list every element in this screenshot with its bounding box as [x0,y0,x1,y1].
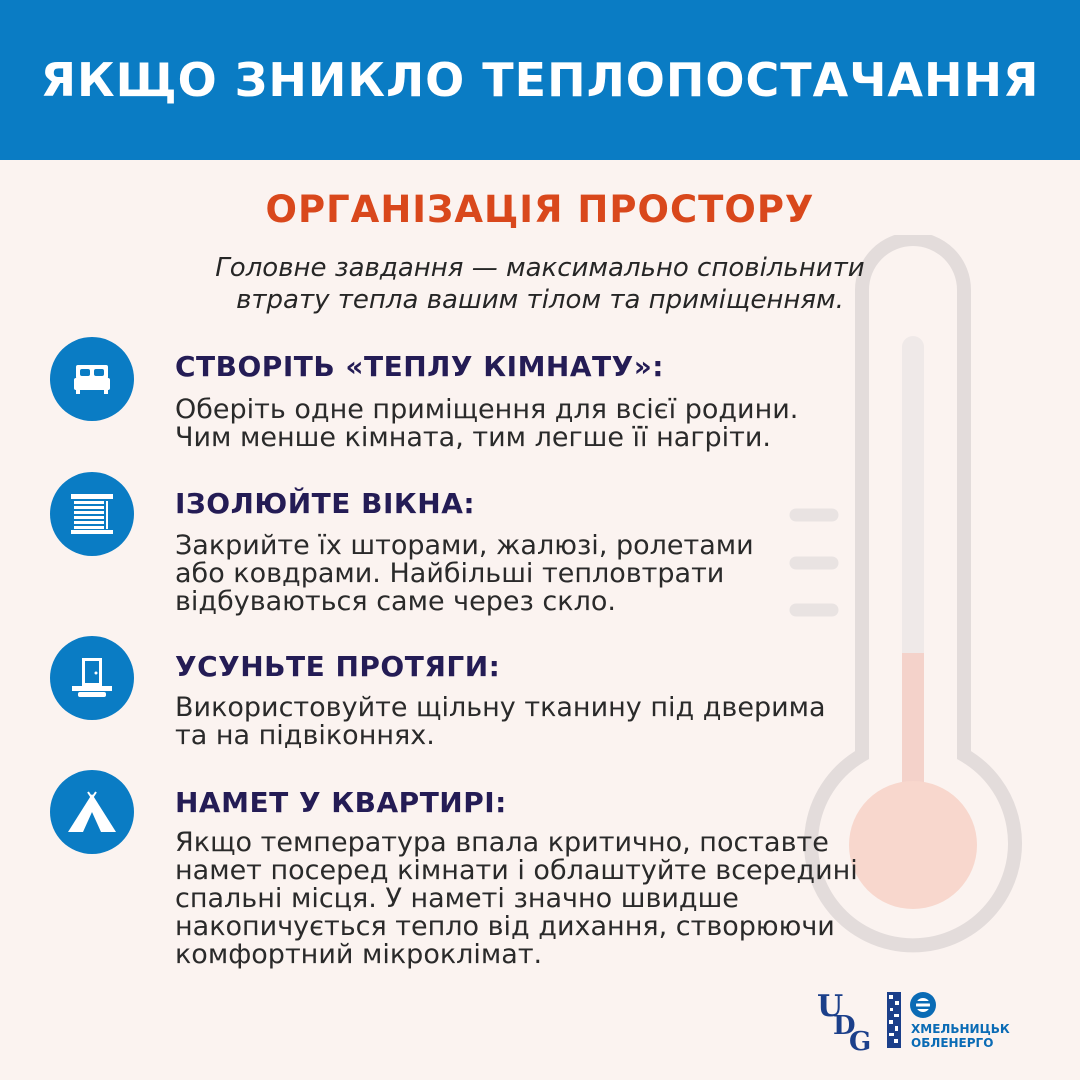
tip-body [175,829,858,969]
tip-line: Чим менше кімната, тим легше її нагріти. [175,422,772,453]
qr-code [887,992,901,1048]
subtitle-line: Головне завдання — максимально сповільнити [215,253,865,283]
page-title: ЯКЩО ЗНИКЛО ТЕПЛОПОСТАЧАННЯ [40,53,1040,107]
tip-line: спальні місця. У наметі значно швидше [175,883,739,914]
udg-logo [815,990,881,1052]
tip-heading: СТВОРІТЬ «ТЕПЛУ КІМНАТУ»: [175,350,665,383]
section-subtitle [140,252,940,316]
tip-line: Використовуйте щільну тканину під дверима [175,692,826,723]
oblenergo-logo-icon [908,990,938,1020]
company-name-line: ОБЛЕНЕРГО [911,1036,994,1050]
bed-icon [50,337,134,421]
tip-line: намет посеред кімнати і облаштуйте всередині [175,855,858,886]
window-blinds-icon [50,472,134,556]
svg-text:G: G [849,1027,872,1052]
tip-line: накопичується тепло від дихання, створюючи [175,911,835,942]
tip-heading: ІЗОЛЮЙТЕ ВІКНА: [175,487,476,520]
tip-line: Якщо температура впала критично, поставте [175,827,829,858]
tip-body [175,694,826,750]
tip-body [175,532,754,616]
section-title: ОРГАНІЗАЦІЯ ПРОСТОРУ [265,188,815,231]
tip-line: комфортний мікроклімат. [175,939,543,970]
door-icon [50,636,134,720]
tip-line: або ковдрами. Найбільші тепловтрати [175,558,725,589]
tip-line: Закрийте їх шторами, жалюзі, ролетами [175,530,754,561]
tip-line: та на підвіконнях. [175,720,435,751]
subtitle-line: втрату тепла вашим тілом та приміщенням. [236,285,844,315]
tip-body [175,396,798,452]
header-banner [0,0,1080,160]
tip-heading: НАМЕТ У КВАРТИРІ: [175,786,507,819]
company-name-line: ХМЕЛЬНИЦЬК [911,1022,1010,1036]
tent-icon [50,770,134,854]
tip-line: Оберіть одне приміщення для всієї родини. [175,394,799,425]
svg-text:D: D [833,1011,856,1041]
company-name [911,1022,1011,1050]
tip-line: відбуваються саме через скло. [175,586,616,617]
svg-text:U: U [817,990,844,1024]
tip-heading: УСУНЬТЕ ПРОТЯГИ: [175,650,501,683]
footer-logos [815,990,1015,1052]
